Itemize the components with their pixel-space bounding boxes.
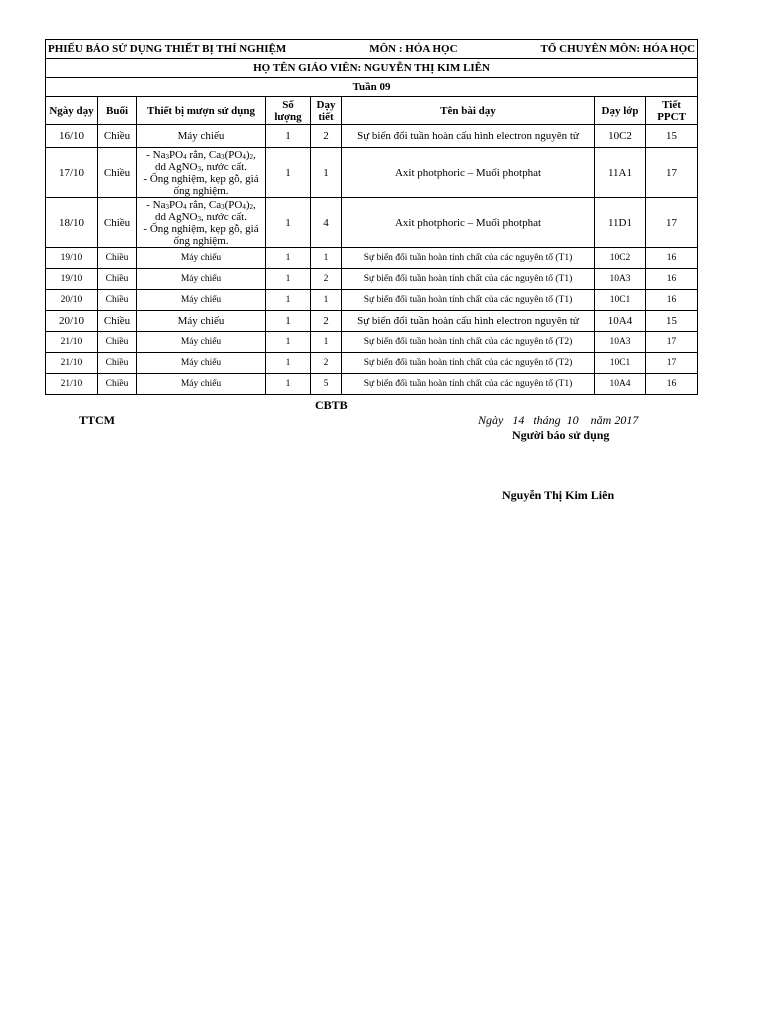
table-row	[46, 198, 698, 248]
cell-session: Chiều	[98, 290, 137, 311]
cell-date: 20/10	[46, 311, 98, 332]
cell-equipment: - $Na_3PO_4$ rắn, $Ca_3(PO_4)_2$, dd AgNO$_3$, nước cất. - Ống nghiệm, kẹp gỗ, giá ống nghiệm.	[137, 148, 266, 198]
table-row	[46, 148, 698, 198]
cell-ppct: 16	[646, 248, 698, 269]
col-equipment: Thiết bị mượn sử dụng	[137, 97, 266, 125]
cell-lesson: Sự biến đổi tuần hoàn tính chất của các nguyên tố (T2)	[342, 353, 595, 374]
cell-lesson: Sự biến đổi tuần hoàn tính chất của các nguyên tố (T1)	[342, 290, 595, 311]
cell-equipment: Máy chiếu	[137, 248, 266, 269]
cell-class: 10C2	[595, 125, 646, 148]
cell-ppct: 16	[646, 290, 698, 311]
cell-ppct: 15	[646, 125, 698, 148]
cell-class: 11D1	[595, 198, 646, 248]
cell-equipment: Máy chiếu	[137, 353, 266, 374]
cell-quantity: 1	[266, 269, 311, 290]
report-form	[45, 39, 697, 395]
title-row	[46, 40, 698, 59]
cell-quantity: 1	[266, 332, 311, 353]
col-class: Dạy lớp	[595, 97, 646, 125]
cell-quantity: 1	[266, 148, 311, 198]
cell-date: 19/10	[46, 269, 98, 290]
cell-date: 19/10	[46, 248, 98, 269]
cell-period: 1	[311, 148, 342, 198]
report-date: Ngày 14 tháng 10 năm 2017	[478, 413, 639, 427]
department-label: TỔ CHUYÊN MÔN: HÓA HỌC	[540, 43, 696, 55]
cell-period: 1	[311, 332, 342, 353]
cell-ppct: 16	[646, 269, 698, 290]
cell-lesson: Axit photphoric – Muối photphat	[342, 198, 595, 248]
col-date: Ngày dạy	[46, 97, 98, 125]
week-label: Tuần 09	[46, 78, 698, 97]
equipment-usage-table	[45, 39, 698, 395]
cell-session: Chiều	[98, 125, 137, 148]
cell-equipment: Máy chiếu	[137, 125, 266, 148]
table-row	[46, 269, 698, 290]
week-row	[46, 78, 698, 97]
cell-quantity: 1	[266, 374, 311, 395]
cell-session: Chiều	[98, 269, 137, 290]
table-row	[46, 311, 698, 332]
cell-equipment: Máy chiếu	[137, 290, 266, 311]
table-row	[46, 353, 698, 374]
teacher-name: HỌ TÊN GIÁO VIÊN: NGUYỄN THỊ KIM LIÊN	[46, 59, 698, 78]
cell-session: Chiều	[98, 311, 137, 332]
col-period: Dạy tiết	[311, 97, 342, 125]
cell-period: 4	[311, 198, 342, 248]
cell-session: Chiều	[98, 332, 137, 353]
cell-class: 10A4	[595, 311, 646, 332]
cell-quantity: 1	[266, 248, 311, 269]
cell-lesson: Sự biến đổi tuần hoàn cấu hình electron nguyên tử	[342, 311, 595, 332]
cell-class: 10A3	[595, 332, 646, 353]
cell-lesson: Sự biến đổi tuần hoàn tính chất của các nguyên tố (T1)	[342, 248, 595, 269]
cell-lesson: Sự biến đổi tuần hoàn tính chất của các nguyên tố (T2)	[342, 332, 595, 353]
column-header-row	[46, 97, 698, 125]
cell-equipment: Máy chiếu	[137, 269, 266, 290]
cell-ppct: 17	[646, 198, 698, 248]
cell-date: 17/10	[46, 148, 98, 198]
cell-class: 10C2	[595, 248, 646, 269]
cell-lesson: Sự biến đổi tuần hoàn tính chất của các nguyên tố (T1)	[342, 374, 595, 395]
cell-period: 1	[311, 290, 342, 311]
cell-class: 10C1	[595, 353, 646, 374]
cell-period: 2	[311, 311, 342, 332]
form-title: PHIẾU BÁO SỬ DỤNG THIẾT BỊ THÍ NGHIỆM	[48, 43, 287, 55]
cell-equipment: Máy chiếu	[137, 374, 266, 395]
cell-session: Chiều	[98, 353, 137, 374]
cell-date: 16/10	[46, 125, 98, 148]
col-ppct: Tiết PPCT	[646, 97, 698, 125]
cell-ppct: 17	[646, 353, 698, 374]
col-quantity: Số lượng	[266, 97, 311, 125]
cell-period: 2	[311, 125, 342, 148]
cell-session: Chiều	[98, 374, 137, 395]
cell-period: 2	[311, 269, 342, 290]
cell-quantity: 1	[266, 353, 311, 374]
cell-class: 11A1	[595, 148, 646, 198]
reporter-label: Người báo sử dụng	[512, 428, 610, 442]
cell-lesson: Sự biến đổi tuần hoàn tính chất của các nguyên tố (T1)	[342, 269, 595, 290]
cell-equipment: Máy chiếu	[137, 332, 266, 353]
cell-class: 10A4	[595, 374, 646, 395]
cell-period: 2	[311, 353, 342, 374]
subject-label: MÔN : HÓA HỌC	[369, 43, 458, 55]
cell-session: Chiều	[98, 148, 137, 198]
table-row	[46, 374, 698, 395]
cell-ppct: 16	[646, 374, 698, 395]
table-row	[46, 248, 698, 269]
cell-ppct: 15	[646, 311, 698, 332]
cell-ppct: 17	[646, 332, 698, 353]
cell-date: 18/10	[46, 198, 98, 248]
cell-lesson: Sự biến đổi tuần hoàn cấu hình electron nguyên tử	[342, 125, 595, 148]
cell-session: Chiều	[98, 198, 137, 248]
cell-quantity: 1	[266, 125, 311, 148]
cell-equipment: - $Na_3PO_4$ rắn, $Ca_3(PO_4)_2$, dd AgNO$_3$, nước cất. - Ống nghiệm, kẹp gỗ, giá ống nghiệm.	[137, 198, 266, 248]
cell-lesson: Axit photphoric – Muối photphat	[342, 148, 595, 198]
teacher-row	[46, 59, 698, 78]
cell-quantity: 1	[266, 290, 311, 311]
table-row	[46, 290, 698, 311]
cell-quantity: 1	[266, 198, 311, 248]
cell-period: 5	[311, 374, 342, 395]
cell-date: 20/10	[46, 290, 98, 311]
ttcm-signature-label: TTCM	[79, 413, 115, 427]
cell-quantity: 1	[266, 311, 311, 332]
cell-date: 21/10	[46, 374, 98, 395]
cell-class: 10C1	[595, 290, 646, 311]
cell-date: 21/10	[46, 332, 98, 353]
col-session: Buổi	[98, 97, 137, 125]
cell-period: 1	[311, 248, 342, 269]
cell-session: Chiều	[98, 248, 137, 269]
cell-date: 21/10	[46, 353, 98, 374]
cell-ppct: 17	[646, 148, 698, 198]
col-lesson: Tên bài dạy	[342, 97, 595, 125]
cell-class: 10A3	[595, 269, 646, 290]
signer-name: Nguyễn Thị Kim Liên	[502, 488, 615, 502]
cell-equipment: Máy chiếu	[137, 311, 266, 332]
table-row	[46, 332, 698, 353]
cbtb-signature-label: CBTB	[315, 398, 348, 412]
table-row	[46, 125, 698, 148]
